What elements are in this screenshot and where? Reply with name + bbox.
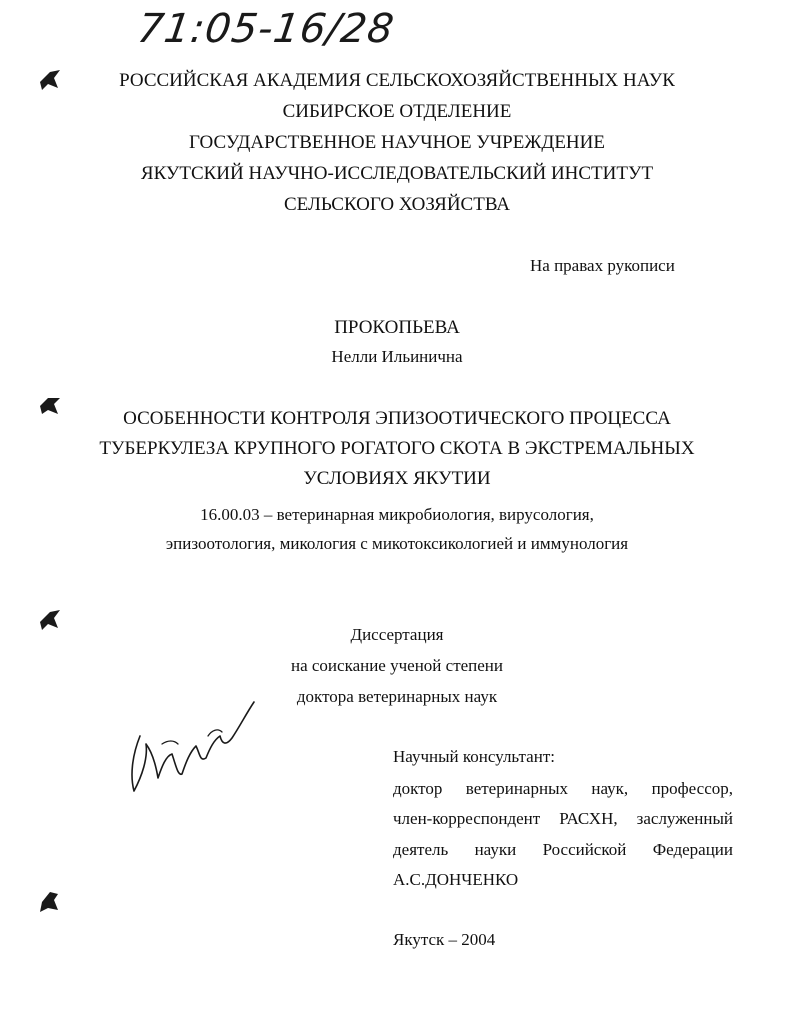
- consultant-line-1: доктор ветеринарных наук, профессор,: [393, 779, 733, 798]
- punch-hole-mark-icon: [36, 888, 64, 916]
- specialty-line-2: эпизоотология, микология с микотоксикологией и иммунология: [165, 534, 629, 553]
- org-line-field: СЕЛЬСКОГО ХОЗЯЙСТВА: [283, 194, 511, 215]
- org-line-academy: РОССИЙСКАЯ АКАДЕМИЯ СЕЛЬСКОХОЗЯЙСТВЕННЫХ НАУК: [119, 70, 675, 91]
- place-and-year: Якутск – 2004: [393, 930, 496, 949]
- consultant-line-3: деятель науки Российской Федерации: [393, 840, 733, 859]
- org-line-institution-type: ГОСУДАРСТВЕННОЕ НАУЧНОЕ УЧРЕЖДЕНИЕ: [189, 132, 605, 153]
- degree-line-3: доктора ветеринарных наук: [296, 687, 498, 706]
- consultant-name: А.С.ДОНЧЕНКО: [393, 870, 519, 889]
- handwritten-signature: [122, 696, 262, 806]
- handwritten-archive-code: 71:05-16/28: [134, 6, 398, 52]
- title-line-1: ОСОБЕННОСТИ КОНТРОЛЯ ЭПИЗООТИЧЕСКОГО ПРОЦЕССА: [123, 408, 671, 429]
- consultant-line-2: член-корреспондент РАСХН, заслуженный: [393, 809, 733, 828]
- title-line-2: ТУБЕРКУЛЕЗА КРУПНОГО РОГАТОГО СКОТА В ЭКСТРЕМАЛЬНЫХ: [99, 438, 695, 459]
- degree-line-2: на соискание ученой степени: [290, 656, 504, 675]
- title-line-3: УСЛОВИЯХ ЯКУТИИ: [303, 468, 491, 489]
- author-given-names: Нелли Ильинична: [331, 347, 463, 366]
- org-line-branch: СИБИРСКОЕ ОТДЕЛЕНИЕ: [282, 101, 512, 122]
- org-line-institute: ЯКУТСКИЙ НАУЧНО-ИССЛЕДОВАТЕЛЬСКИЙ ИНСТИТУТ: [140, 163, 654, 184]
- degree-line-1: Диссертация: [350, 625, 444, 644]
- rights-note: На правах рукописи: [530, 256, 675, 275]
- author-surname: ПРОКОПЬЕВА: [334, 317, 460, 338]
- consultant-heading: Научный консультант:: [393, 747, 555, 766]
- specialty-line-1: 16.00.03 – ветеринарная микробиология, вирусология,: [200, 505, 594, 524]
